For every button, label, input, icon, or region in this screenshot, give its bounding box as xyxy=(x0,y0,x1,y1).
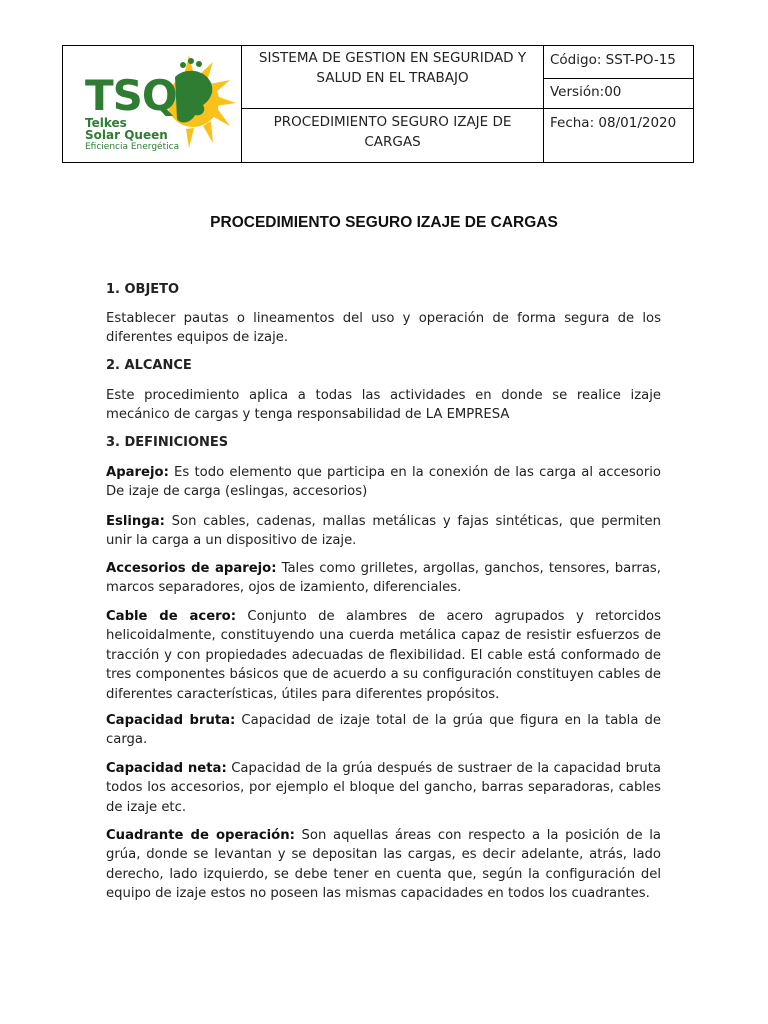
objeto-paragraph: Establecer pautas o lineamentos del uso y operación de forma segura de los diferentes equipos de izaje. xyxy=(106,311,661,346)
document-version: Versión:00 xyxy=(550,84,622,100)
document-title: PROCEDIMIENTO SEGURO IZAJE DE CARGAS xyxy=(210,214,558,231)
system-title: SISTEMA DE GESTION EN SEGURIDAD Y SALUD EN EL TRABAJO xyxy=(258,50,527,86)
definition-accesorios xyxy=(106,559,661,598)
definition-term: Cuadrante de operación: xyxy=(106,828,295,843)
definition-capacidad-bruta xyxy=(106,711,661,750)
definition-text: Capacidad de la grúa después de sustraer de la capacidad bruta todos los accesorios, por ejemplo el bloque del gancho, barras separadoras, cables de izaje etc. xyxy=(106,761,661,815)
system-title-cell xyxy=(242,46,544,109)
document-code: Código: SST-PO-15 xyxy=(550,52,676,68)
definition-eslinga xyxy=(106,512,661,551)
alcance-paragraph: Este procedimiento aplica a todas las actividades en donde se realice izaje mecánico de cargas y tenga responsabilidad de LA EMPRESA xyxy=(106,388,661,423)
definition-capacidad-neta xyxy=(106,759,661,817)
document-date: Fecha: 08/01/2020 xyxy=(550,115,677,131)
definition-term: Cable de acero: xyxy=(106,609,236,624)
section-heading-definiciones: 3. DEFINICIONES xyxy=(106,435,229,450)
document-header-table xyxy=(62,45,694,163)
definition-term: Accesorios de aparejo: xyxy=(106,561,277,576)
definition-cable-acero xyxy=(106,607,661,704)
procedure-title-cell xyxy=(242,109,544,163)
code-cell xyxy=(544,46,694,79)
procedure-title: PROCEDIMIENTO SEGURO IZAJE DE CARGAS xyxy=(273,114,512,150)
logo-cell xyxy=(63,46,242,163)
definition-term: Capacidad bruta: xyxy=(106,713,236,728)
definition-text: Capacidad de izaje total de la grúa que figura en la tabla de carga. xyxy=(106,713,661,748)
definition-term: Eslinga: xyxy=(106,514,165,529)
definition-term: Aparejo: xyxy=(106,465,169,480)
definition-cuadrante xyxy=(106,826,661,904)
logo-name-line1: Telkes xyxy=(85,116,127,130)
section-heading-alcance: 2. ALCANCE xyxy=(106,358,192,373)
definition-text: Es todo elemento que participa en la conexión de las carga al accesorio De izaje de carga (eslingas, accesorios) xyxy=(106,465,661,500)
logo-initials: TSQ xyxy=(85,71,177,120)
date-cell xyxy=(544,109,694,163)
logo-name-line2: Solar Queen xyxy=(85,128,168,142)
definition-text: Conjunto de alambres de acero agrupados y retorcidos helicoidalmente, constituyendo una cuerda metálica capaz de resistir esfuerzos de tracción y con propiedades adecuadas de flexibilidad. El cable está conformado de tres componentes básicos que de acuerdo a su configuración constituyen cables de diferentes características, útiles para diferentes propósitos. xyxy=(106,609,662,702)
company-logo xyxy=(83,53,223,156)
logo-tagline: Eficiencia Energética xyxy=(85,142,180,152)
definition-text: Tales como grilletes, argollas, ganchos, tensores, barras, marcos separadores, ojos de izamiento, diferenciales. xyxy=(106,561,661,596)
section-heading-objeto: 1. OBJETO xyxy=(106,282,180,297)
definition-text: Son cables, cadenas, mallas metálicas y fajas sintéticas, que permiten unir la carga a un dispositivo de izaje. xyxy=(106,514,661,549)
definition-text: Son aquellas áreas con respecto a la posición de la grúa, donde se levantan y se depositan las cargas, es decir adelante, atrás, lado derecho, lado izquierdo, se debe tener en cuenta que, según la configuración del equipo de izaje estos no poseen las mismas capacidades en todos los cuadrantes. xyxy=(106,828,661,902)
version-cell xyxy=(544,79,694,109)
definition-term: Capacidad neta: xyxy=(106,761,227,776)
definition-aparejo xyxy=(106,463,661,502)
